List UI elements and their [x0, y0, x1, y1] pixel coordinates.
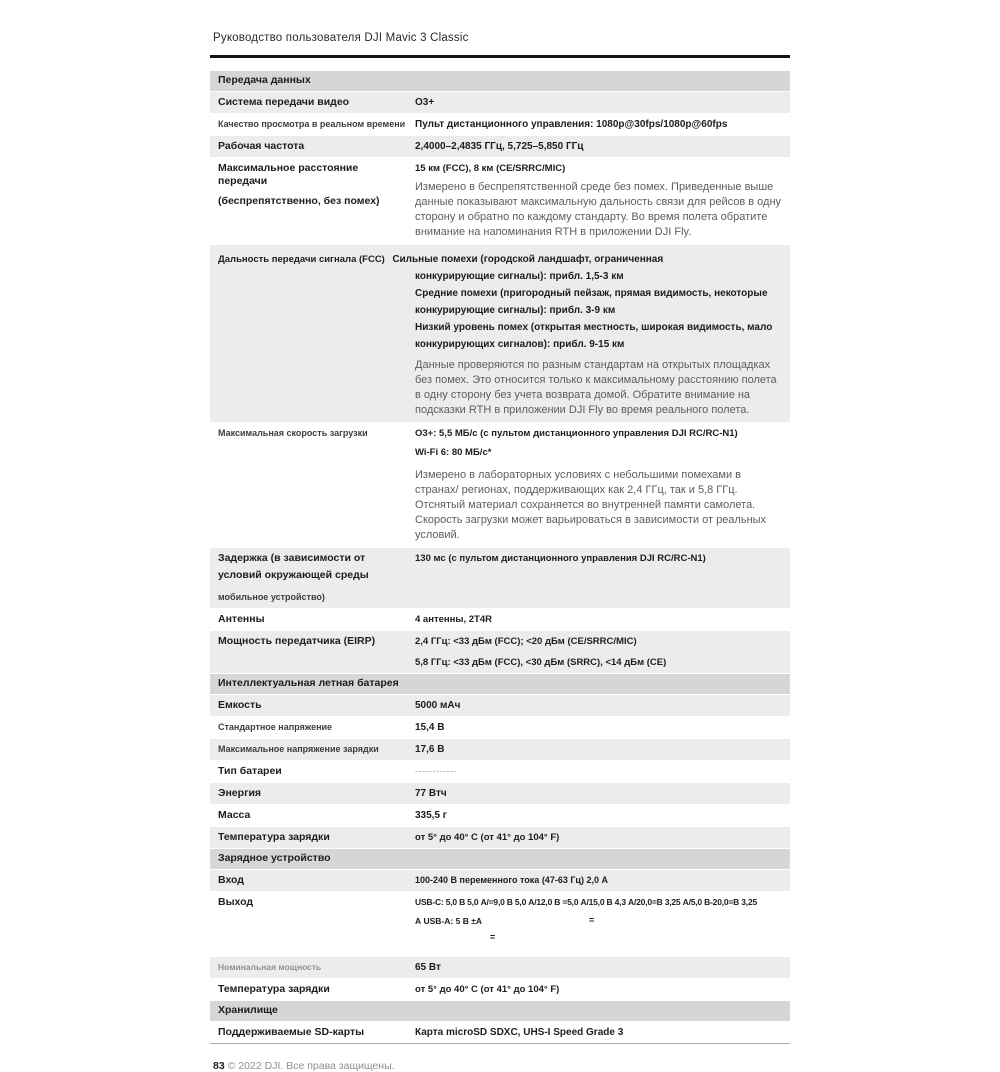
row-charger-output — [210, 892, 790, 957]
spec-label: Энергия — [218, 787, 262, 799]
spec-label: Номинальная мощность — [218, 962, 322, 972]
spec-value-line — [415, 932, 790, 942]
row-weight — [210, 805, 790, 827]
row-latency — [210, 548, 790, 609]
spec-label: Выход — [218, 896, 254, 908]
spec-value — [415, 635, 790, 669]
spec-value-text: А USB-A: 5 В ±А — [415, 916, 482, 926]
spec-label: Вход — [218, 874, 244, 886]
spec-value: 5000 мАч — [415, 700, 461, 711]
page-number: 83 — [213, 1060, 225, 1072]
spec-label — [218, 552, 415, 604]
spec-value-line: 15 км (FCC), 8 км (CE/SRRC/MIC) — [415, 163, 566, 174]
spec-value-line — [415, 915, 790, 927]
spec-value: Карта microSD SDXC, UHS-I Speed Grade 3 — [415, 1027, 624, 1038]
spec-label — [218, 162, 415, 208]
spec-value-line: конкурирующие сигналы): прибл. 1,5-3 км — [415, 271, 624, 282]
spec-value: 15,4 В — [415, 722, 445, 733]
spec-value — [415, 162, 790, 240]
row-max-transmission-distance — [210, 158, 790, 245]
spec-label: Емкость — [218, 699, 262, 711]
spec-value — [415, 896, 790, 942]
row-standard-voltage — [210, 717, 790, 739]
spec-value: от 5° до 40° C (от 41° до 104° F) — [415, 832, 560, 843]
page-footer — [210, 1060, 790, 1072]
spec-label: Дальность передачи сигнала (FCC) — [218, 254, 385, 265]
spec-value-line: 5,8 ГГц: <33 дБм (FCC), <30 дБм (SRRC), <14 дБм (CE) — [415, 657, 667, 668]
spec-value-line: Сильные помехи (городской ландшафт, ограниченная — [392, 254, 664, 265]
header-divider — [210, 55, 790, 58]
spec-value: 77 Втч — [415, 788, 447, 799]
row-supported-sd-cards — [210, 1022, 790, 1044]
row-charging-temperature-charger — [210, 979, 790, 1001]
spec-value-line: конкурирующих сигналов): прибл. 9-15 км — [415, 339, 625, 350]
spec-value — [415, 427, 790, 543]
spec-label-line: Максимальное расстояние передачи — [218, 162, 359, 187]
page-content — [210, 0, 790, 1072]
row-energy — [210, 783, 790, 805]
spec-label-and-value — [218, 249, 790, 268]
spec-note: Данные проверяются по разным стандартам на открытых площадках без помех. Это относится только к максимальному расстоянию полета в одну сторону без учета возврата домой. Обратите внимание на подсказки RTH в приложении DJI Fly во время реального полета. — [415, 359, 777, 416]
section-header-battery: Интеллектуальная летная батарея — [210, 674, 790, 695]
spec-value-line: Низкий уровень помех (открытая местность, широкая видимость, мало — [415, 322, 773, 333]
spec-value: 2,4000–2,4835 ГГц, 5,725–5,850 ГГц — [415, 141, 584, 152]
spec-value: 130 мс (с пультом дистанционного управления DJI RC/RC-N1) — [415, 553, 706, 564]
spec-label: Температура зарядки — [218, 831, 330, 843]
row-transmitter-power-eirp — [210, 631, 790, 674]
spec-value-line: 2,4 ГГц: <33 дБм (FCC); <20 дБм (CE/SRRC/MIC) — [415, 636, 637, 647]
spec-value: от 5° до 40° C (от 41° до 104° F) — [415, 984, 560, 995]
section-header-storage: Хранилище — [210, 1001, 790, 1022]
row-video-transmission-system — [210, 92, 790, 114]
copyright-text: © 2022 DJI. Все права защищены. — [227, 1060, 395, 1072]
spec-label: Масса — [218, 809, 251, 821]
row-capacity — [210, 695, 790, 717]
row-charging-temperature-battery — [210, 827, 790, 849]
spec-note: Измерено в беспрепятственной среде без помех. Приведенные выше данные показывают максимальную дальность связи для рейсов в одну сторону и обратно по каждому стандарту. Во время полета обратите внимание на напоминания RTH в приложении DJI Fly. — [415, 181, 782, 238]
spec-value: 65 Вт — [415, 962, 441, 973]
row-rated-power — [210, 957, 790, 979]
spec-label-line: Задержка (в зависимости от — [218, 552, 366, 564]
spec-value: O3+ — [415, 97, 435, 108]
row-signal-range-fcc — [210, 245, 790, 423]
spec-table — [210, 71, 790, 1044]
spec-label: Мощность передатчика (EIRP) — [218, 635, 376, 647]
spec-label: Система передачи видео — [218, 96, 350, 108]
spec-value: 335,5 г — [415, 810, 447, 821]
dc-symbol: = — [589, 915, 595, 925]
section-header-charger: Зарядное устройство — [210, 849, 790, 870]
row-charger-input — [210, 870, 790, 892]
spec-label: Качество просмотра в реальном времени — [218, 119, 406, 129]
row-operating-frequency — [210, 136, 790, 158]
spec-value-line: O3+: 5,5 МБ/с (с пультом дистанционного управления DJI RC/RC-N1) — [415, 428, 738, 439]
spec-label: Антенны — [218, 613, 265, 625]
spec-label-line: мобильное устройство) — [218, 592, 325, 602]
section-header-transmission: Передача данных — [210, 71, 790, 92]
spec-label: Рабочая частота — [218, 140, 305, 152]
spec-value-line: конкурирующие сигналы): прибл. 3-9 км — [415, 305, 616, 316]
spec-value: 17,6 В — [415, 744, 445, 755]
spec-label: Максимальная скорость загрузки — [218, 428, 368, 438]
row-max-charging-voltage — [210, 739, 790, 761]
spec-label: Температура зарядки — [218, 983, 330, 995]
spec-value: ------------ — [415, 766, 457, 776]
row-antennas — [210, 609, 790, 631]
spec-label: Поддерживаемые SD-карты — [218, 1026, 365, 1038]
spec-label: Стандартное напряжение — [218, 722, 333, 732]
spec-value-line: Wi-Fi 6: 80 МБ/с* — [415, 447, 492, 458]
spec-label-line: (беспрепятственно, без помех) — [218, 195, 380, 207]
page-title: Руководство пользователя DJI Mavic 3 Classic — [213, 32, 469, 44]
spec-value: Пульт дистанционного управления: 1080p@30fps/1080p@60fps — [415, 119, 728, 130]
row-max-download-speed — [210, 423, 790, 548]
spec-value-line: USB-C: 5,0 В 5,0 А/=9,0 В 5,0 А/12,0 В =5,0 А/15,0 В 4,3 А/20,0=В 3,25 А/5,0 В-20,0=В 3,25 — [415, 897, 758, 907]
spec-value: 100-240 В переменного тока (47-63 Гц) 2,0 А — [415, 875, 608, 885]
dc-symbol: = — [490, 932, 496, 942]
spec-note: Измерено в лабораторных условиях с небольшими помехами в странах/ регионах, поддерживающих как 2,4 ГГц, так и 5,8 ГГц. Отснятый материал сохраняется во внутренней памяти самолета. Скорость загрузки может варьироваться в зависимости от реальных условий. — [415, 469, 767, 541]
spec-label-line: условий окружающей среды — [218, 569, 369, 581]
row-live-view-quality — [210, 114, 790, 136]
row-battery-type — [210, 761, 790, 783]
spec-value-line: Средние помехи (пригородный пейзаж, прямая видимость, некоторые — [415, 288, 768, 299]
spec-label: Тип батареи — [218, 765, 282, 777]
spec-label: Максимальное напряжение зарядки — [218, 744, 379, 754]
spec-value: 4 антенны, 2T4R — [415, 614, 492, 625]
